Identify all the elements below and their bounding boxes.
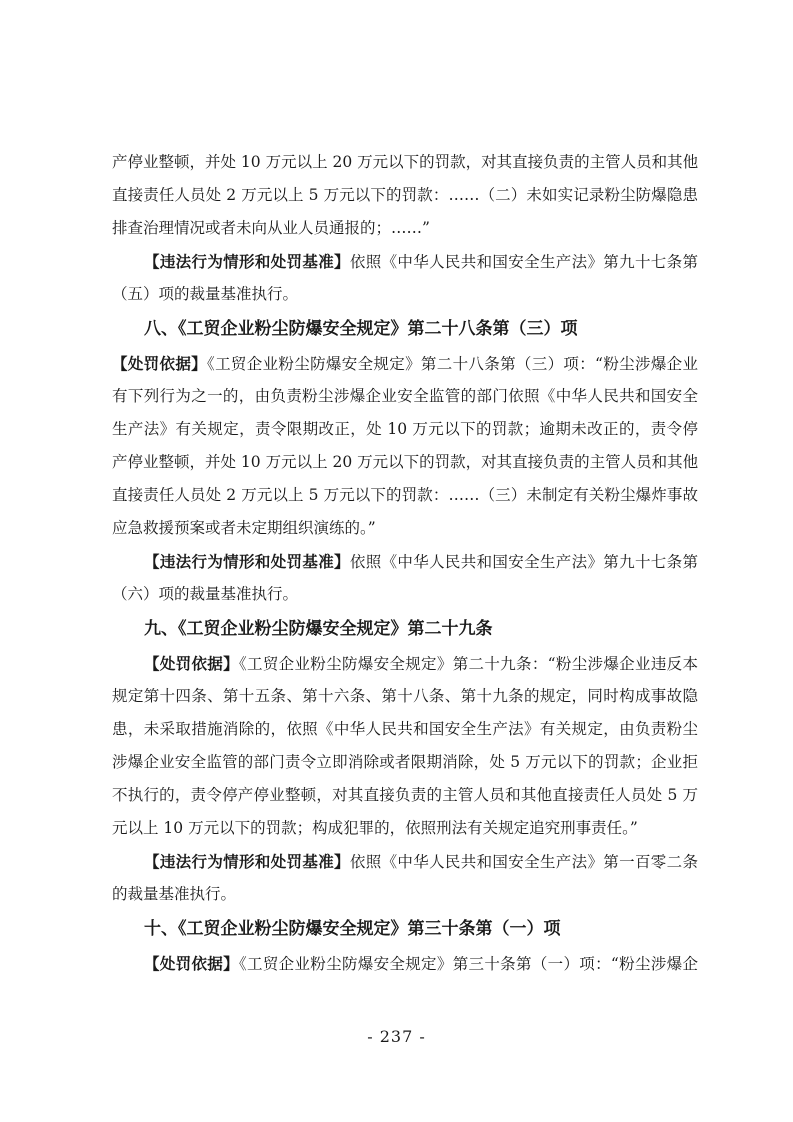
body-line: 【处罚依据】《工贸企业粉尘防爆安全规定》第三十条第（一）项：“粉尘涉爆企 <box>144 954 698 973</box>
section-label: 【违法行为情形和处罚基准】 <box>144 852 350 871</box>
section-label: 【处罚依据】 <box>144 954 239 973</box>
section-label: 【违法行为情形和处罚基准】 <box>144 552 350 571</box>
body-line: 生产法》有关规定，责令限期改正，处 10 万元以下的罚款；逾期未改正的，责令停 <box>112 420 698 438</box>
body-line: 元以上 10 万元以下的罚款；构成犯罪的，依照刑法有关规定追究刑事责任。” <box>112 819 638 837</box>
section-heading: 八、《工贸企业粉尘防爆安全规定》第二十八条第（三）项 <box>144 319 578 339</box>
page-number: - 237 - <box>367 1027 426 1046</box>
body-line: 【违法行为情形和处罚基准】依照《中华人民共和国安全生产法》第九十七条第 <box>144 252 698 271</box>
body-line: 【处罚依据】《工贸企业粉尘防爆安全规定》第二十九条：“粉尘涉爆企业违反本 <box>144 654 698 673</box>
body-line: （五）项的裁量基准执行。 <box>112 285 299 303</box>
section-label: 【处罚依据】 <box>112 354 207 373</box>
body-line: 【处罚依据】《工贸企业粉尘防爆安全规定》第二十八条第（三）项：“粉尘涉爆企业 <box>112 354 698 373</box>
body-line: 患，未采取措施消除的，依照《中华人民共和国安全生产法》有关规定，由负责粉尘 <box>112 720 698 738</box>
body-line: 产停业整顿，并处 10 万元以上 20 万元以下的罚款，对其直接负责的主管人员和其他 <box>112 153 698 171</box>
body-line: 有下列行为之一的，由负责粉尘涉爆企业安全监管的部门依照《中华人民共和国安全 <box>112 387 698 405</box>
body-line: 【违法行为情形和处罚基准】依照《中华人民共和国安全生产法》第九十七条第 <box>144 552 698 571</box>
body-line: 涉爆企业安全监管的部门责令立即消除或者限期消除，处 5 万元以下的罚款；企业拒 <box>112 753 698 771</box>
section-label: 【处罚依据】 <box>144 654 239 673</box>
body-line: 产停业整顿，并处 10 万元以上 20 万元以下的罚款，对其直接负责的主管人员和其他 <box>112 453 698 471</box>
section-label: 【违法行为情形和处罚基准】 <box>144 252 350 271</box>
body-line: 排查治理情况或者未向从业人员通报的；……” <box>112 219 430 237</box>
body-line: 的裁量基准执行。 <box>112 885 237 903</box>
body-line: 直接责任人员处 2 万元以上 5 万元以下的罚款：……（三）未制定有关粉尘爆炸事故 <box>112 486 698 504</box>
section-heading: 九、《工贸企业粉尘防爆安全规定》第二十九条 <box>144 619 493 639</box>
document-body <box>112 146 698 980</box>
body-line: 规定第十四条、第十五条、第十六条、第十八条、第十九条的规定，同时构成事故隐 <box>112 687 698 705</box>
body-line: 应急救援预案或者未定期组织演练的。” <box>112 519 376 537</box>
body-line: 直接责任人员处 2 万元以上 5 万元以下的罚款：……（二）未如实记录粉尘防爆隐患 <box>112 186 698 204</box>
body-line: （六）项的裁量基准执行。 <box>112 585 299 603</box>
body-line: 【违法行为情形和处罚基准】依照《中华人民共和国安全生产法》第一百零二条 <box>144 852 698 871</box>
section-heading: 十、《工贸企业粉尘防爆安全规定》第三十条第（一）项 <box>144 919 561 939</box>
body-line: 不执行的，责令停产停业整顿，对其直接负责的主管人员和其他直接责任人员处 5 万 <box>112 786 698 804</box>
